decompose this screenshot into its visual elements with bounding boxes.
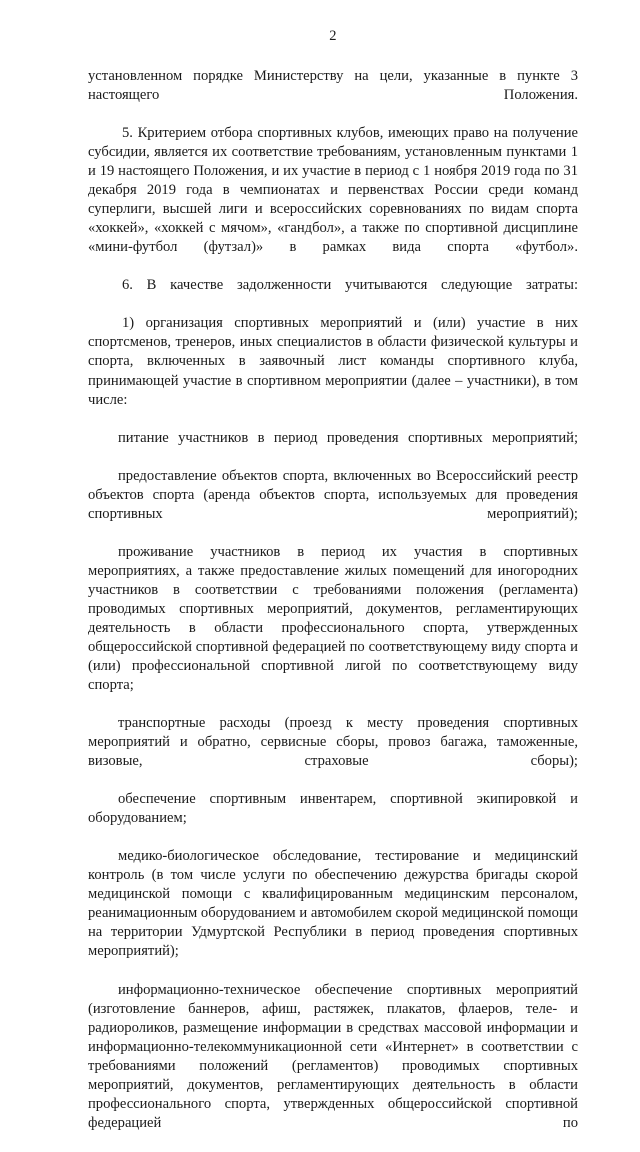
page-number: 2 bbox=[329, 28, 337, 44]
paragraph-accommodation: проживание участников в период их участия в спортивных мероприятиях, а также предоставление жилых помещений для иногородних участников в соответствии с требованиями положения (регламента) проводимых спортивных мероприятий, документов, регламентирующих деятельность в области профессионального спорта, утвержденных общероссийской спортивной федерацией по соответствующему виду спорта и (или) профессиональной спортивной лигой по соответствующему виду спорта; bbox=[88, 543, 578, 693]
paragraph-item-6: 6. В качестве задолженности учитываются следующие затраты: bbox=[122, 277, 578, 294]
paragraph-venues: предоставление объектов спорта, включенных во Всероссийский реестр объектов спорта (аренда объектов спорта, используемых для проведения спортивных мероприятий); bbox=[88, 467, 578, 522]
paragraph-information: информационно-техническое обеспечение спортивных мероприятий (изготовление баннеров, афиш, растяжек, плакатов, флаеров, теле- и радиороликов, размещение информации в средствах массовой информации и информационно-телекоммуникационной сети «Интернет» в соответствии с требованиями положений (регламентов) проводимых спортивных мероприятий, документов, регламентирующих деятельность в области профессионального спорта, утвержденных общероссийской спортивной федерацией по bbox=[88, 981, 578, 1131]
paragraph-item-5: 5. Критерием отбора спортивных клубов, имеющих право на получение субсидии, является их соответствие требованиям, установленным пунктами 1 и 19 настоящего Положения, и их участие в период с 1 ноября 2019 года по 31 декабря 2019 года в чемпионатах и первенствах России среди команд суперлиги, высшей лиги и всероссийских соревнованиях по видам спорта «хоккей», «хоккей с мячом», «гандбол», а также по спортивной дисциплине «мини-футбол (футзал)» в рамках вида спорта «футбол». bbox=[88, 125, 578, 256]
paragraph-transport: транспортные расходы (проезд к месту проведения спортивных мероприятий и обратно, сервисные сборы, провоз багажа, таможенные, визовые, страховые сборы); bbox=[88, 715, 578, 770]
paragraph-meals: питание участников в период проведения спортивных мероприятий; bbox=[118, 429, 578, 446]
paragraph-medical: медико-биологическое обследование, тестирование и медицинский контроль (в том числе услуги по обеспечению дежурства бригады скорой медицинской помощи с квалифицированным медицинским персоналом, реанимационным оборудованием и автомобилем скорой медицинской помощи на территории Удмуртской Республики в период проведения спортивных мероприятий); bbox=[88, 848, 578, 960]
paragraph-equipment: обеспечение спортивным инвентарем, спортивной экипировкой и оборудованием; bbox=[88, 791, 578, 827]
paragraph-subitem-1: 1) организация спортивных мероприятий и (или) участие в них спортсменов, тренеров, иных специалистов в области физической культуры и спорта, включенных в заявочный лист команды спортивного клуба, принимающей участие в спортивном мероприятии (далее – участники), в том числе: bbox=[88, 315, 578, 408]
document-body bbox=[88, 67, 578, 1152]
paragraph-continued: установленном порядке Министерству на цели, указанные в пункте 3 настоящего Положения. bbox=[88, 68, 578, 104]
